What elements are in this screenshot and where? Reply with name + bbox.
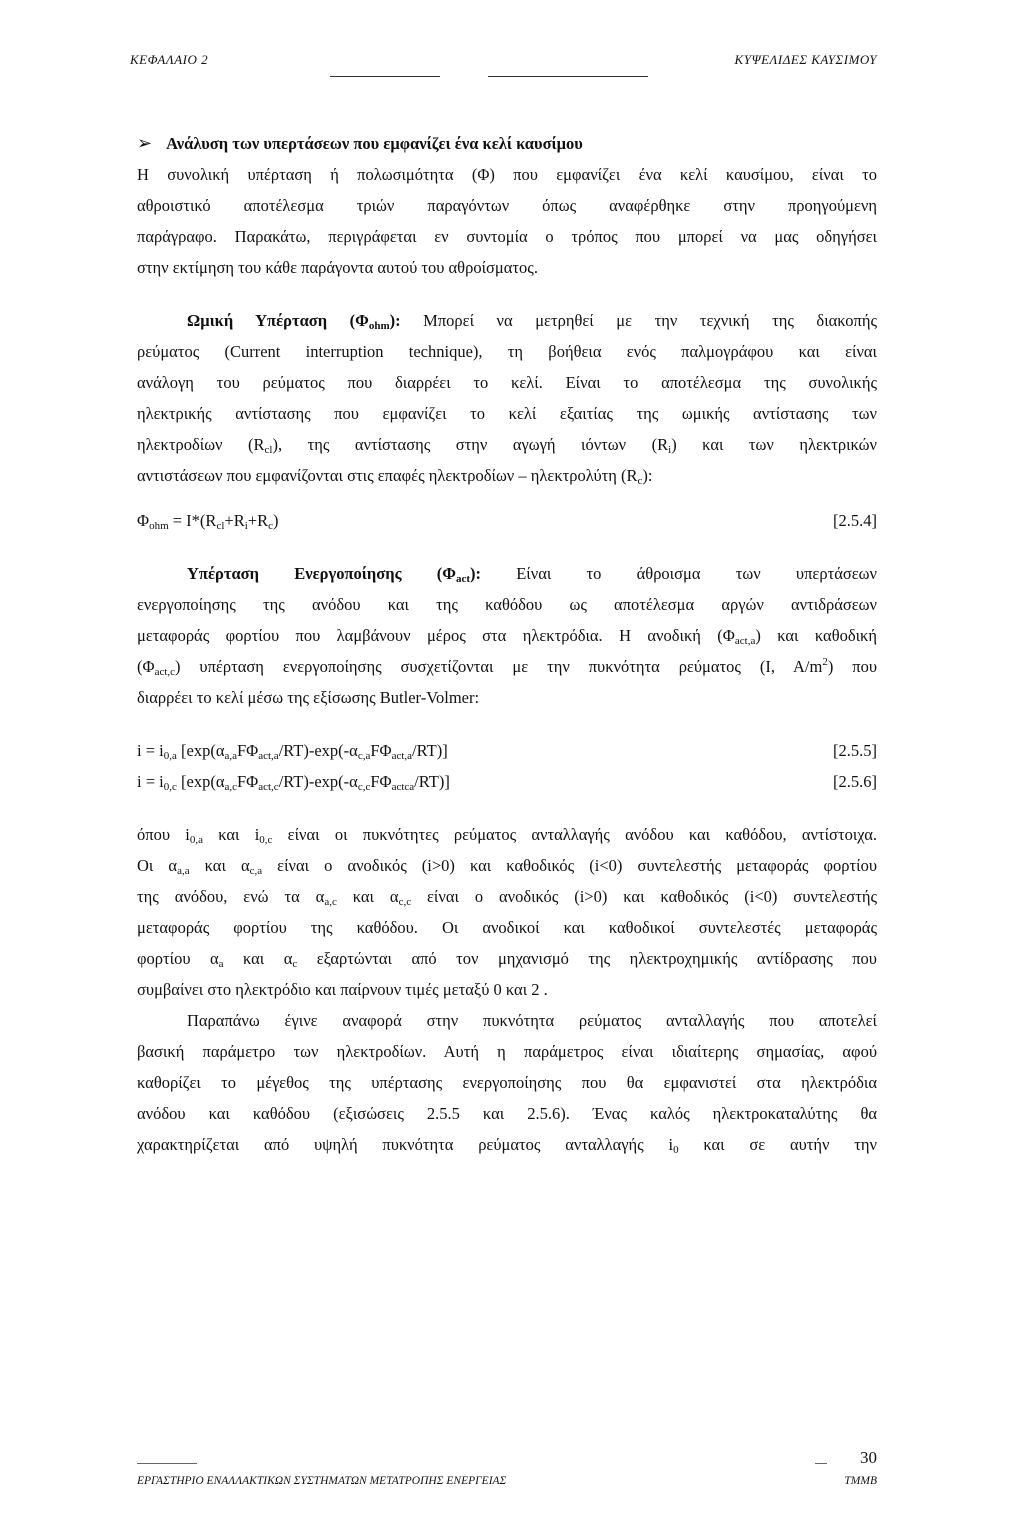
footer-rule-right [815, 1463, 827, 1464]
equation-number: [2.5.6] [833, 772, 877, 791]
header-chapter: ΚΕΦΑΛΑΙΟ 2 [130, 52, 209, 67]
intro-line-4: στην εκτίμηση του κάθε παράγοντα αυτού του αθροίσματος. [137, 258, 538, 277]
closing-line-1: Παραπάνω έγινε αναφορά στην πυκνότητα ρεύματος ανταλλαγής που αποτελεί [187, 1011, 877, 1030]
header-title: ΚΥΨΕΛΙΔΕΣ ΚΑΥΣΙΜΟΥ [734, 52, 877, 67]
ohmic-line-1: Ωμική Υπέρταση $(\Phi_{ohm})$: Μπορεί να μετρηθεί με την τεχνική της διακοπής [187, 311, 877, 332]
intro-line-2: αθροιστικό αποτέλεσμα τριών παραγόντων όπως αναφέρθηκε στην προηγούμενη [137, 196, 877, 215]
activation-line-5: διαρρέει το κελί μέσω της εξίσωσης Butler-Volmer: [137, 688, 480, 707]
arrow-bullet-icon: ➢ [137, 133, 153, 153]
page-content [137, 128, 877, 1160]
closing-line-2: βασική παράμετρο των ηλεκτροδίων. Αυτή η παράμετρος είναι ιδιαίτερης σημασίας, αφού [137, 1042, 877, 1061]
closing-line-4: ανόδου και καθόδου (εξισώσεις 2.5.5 και 2.5.6). Ένας καλός ηλεκτροκαταλύτης θα [137, 1104, 877, 1123]
equation-body: $i = i_{0,c}$ $[\exp(\alpha_{a,c}F\Phi_{act,c}/RT)-\exp(-\alpha_{c,c}F\Phi_{actca}/RT)]$ [137, 772, 450, 793]
activation-line-3: μεταφοράς φορτίου που λαμβάνουν μέρος στα ηλεκτρόδια. Η ανοδική $(\Phi_{act,a})$ και καθοδική [137, 626, 877, 647]
ohmic-term: Ωμική Υπέρταση $(\Phi_{ohm})$: [187, 311, 401, 332]
ohmic-line-2: ρεύματος (Current interruption technique), τη βοήθεια ενός παλμογράφου και είναι [137, 342, 877, 361]
equation-number: [2.5.4] [833, 511, 877, 530]
page-number: 30 [860, 1448, 877, 1467]
coef-line-1: όπου $i_{0,a}$ και $i_{0,c}$ είναι οι πυκνότητες ρεύματος ανταλλαγής ανόδου και καθόδου, αντίστοιχα. [137, 825, 877, 846]
section-heading [137, 128, 877, 159]
coef-line-2: Οι $\alpha_{a,a}$ και $\alpha_{c,a}$ είναι ο ανοδικός (i>0) και καθοδικός (i<0) συντελεστής μεταφοράς φορτίου [137, 856, 877, 877]
footer-department: ΤΜΜΒ [844, 1475, 877, 1487]
activation-line-2: ενεργοποίησης της ανόδου και της καθόδου ως αποτέλεσμα αργών αντιδράσεων [137, 595, 877, 614]
header-rule-left [330, 76, 440, 77]
coef-line-6: συμβαίνει στο ηλεκτρόδιο και παίρνουν τιμές μεταξύ 0 και 2 . [137, 980, 548, 999]
ohmic-line-5: ηλεκτροδίων $(R_{cl})$, της αντίστασης στην αγωγή ιόντων $(R_i)$ και των ηλεκτρικών [137, 435, 877, 456]
closing-line-5: χαρακτηρίζεται από υψηλή πυκνότητα ρεύματος ανταλλαγής $i_0$ και σε αυτήν την [137, 1135, 877, 1156]
footer-lab-name: ΕΡΓΑΣΤΗΡΙΟ ΕΝΑΛΛΑΚΤΙΚΩΝ ΣΥΣΤΗΜΑΤΩΝ ΜΕΤΑΤΡΟΠΗΣ ΕΝΕΡΓΕΙΑΣ [137, 1475, 507, 1487]
ohmic-line-4: ηλεκτρικής αντίστασης που εμφανίζει το κελί εξαιτίας της ωμικής αντίστασης των [137, 404, 877, 423]
activation-term: Υπέρταση Ενεργοποίησης $(\Phi_{act})$: [187, 564, 481, 585]
activation-line-4: $(\Phi_{act,c})$ υπέρταση ενεργοποίησης συσχετίζονται με την πυκνότητα ρεύματος (I, $A/m^2$) που [137, 656, 877, 678]
closing-line-3: καθορίζει το μέγεθος της υπέρτασης ενεργοποίησης που θα εμφανιστεί στα ηλεκτρόδια [137, 1073, 877, 1092]
equation-2-5-4 [137, 505, 877, 536]
equation-2-5-5 [137, 735, 877, 766]
coef-line-3: της ανόδου, ενώ τα $\alpha_{a,c}$ και $\alpha_{c,c}$ είναι ο ανοδικός (i>0) και καθοδικός (i<0) συντελεστής [137, 887, 877, 908]
intro-line-3: παράγραφο. Παρακάτω, περιγράφεται εν συντομία ο τρόπος που μπορεί να μας οδηγήσει [137, 227, 877, 246]
equation-2-5-6 [137, 766, 877, 797]
ohmic-line-6: αντιστάσεων που εμφανίζονται στις επαφές ηλεκτροδίων – ηλεκτρολύτη $(R_c)$: [137, 466, 653, 487]
intro-line-1: Η συνολική υπέρταση ή πολωσιμότητα (Φ) που εμφανίζει ένα κελί καυσίμου, είναι το [137, 165, 877, 184]
section-title: Ανάλυση των υπερτάσεων που εμφανίζει ένα κελί καυσίμου [166, 134, 583, 153]
footer-rule-left [137, 1463, 197, 1464]
equation-body: $\Phi_{ohm} = I*(R_{cl}+R_i+R_c)$ [137, 511, 279, 532]
equation-number: [2.5.5] [833, 741, 877, 760]
header-rule-right [488, 76, 648, 77]
equation-body: $i = i_{0,a}$ $[\exp(\alpha_{a,a}F\Phi_{act,a}/RT)-\exp(-\alpha_{c,a}F\Phi_{act,a}/RT)]$ [137, 741, 448, 762]
ohmic-line-3: ανάλογη του ρεύματος που διαρρέει το κελί. Είναι το αποτέλεσμα της συνολικής [137, 373, 877, 392]
coef-line-4: μεταφοράς φορτίου της καθόδου. Οι ανοδικοί και καθοδικοί συντελεστές μεταφοράς [137, 918, 877, 937]
activation-line-1: Υπέρταση Ενεργοποίησης $(\Phi_{act})$: Είναι το άθροισμα των υπερτάσεων [187, 564, 877, 585]
coef-line-5: φορτίου $\alpha_a$ και $\alpha_c$ εξαρτώνται από τον μηχανισμό της ηλεκτροχημικής αντίδρασης που [137, 949, 877, 970]
